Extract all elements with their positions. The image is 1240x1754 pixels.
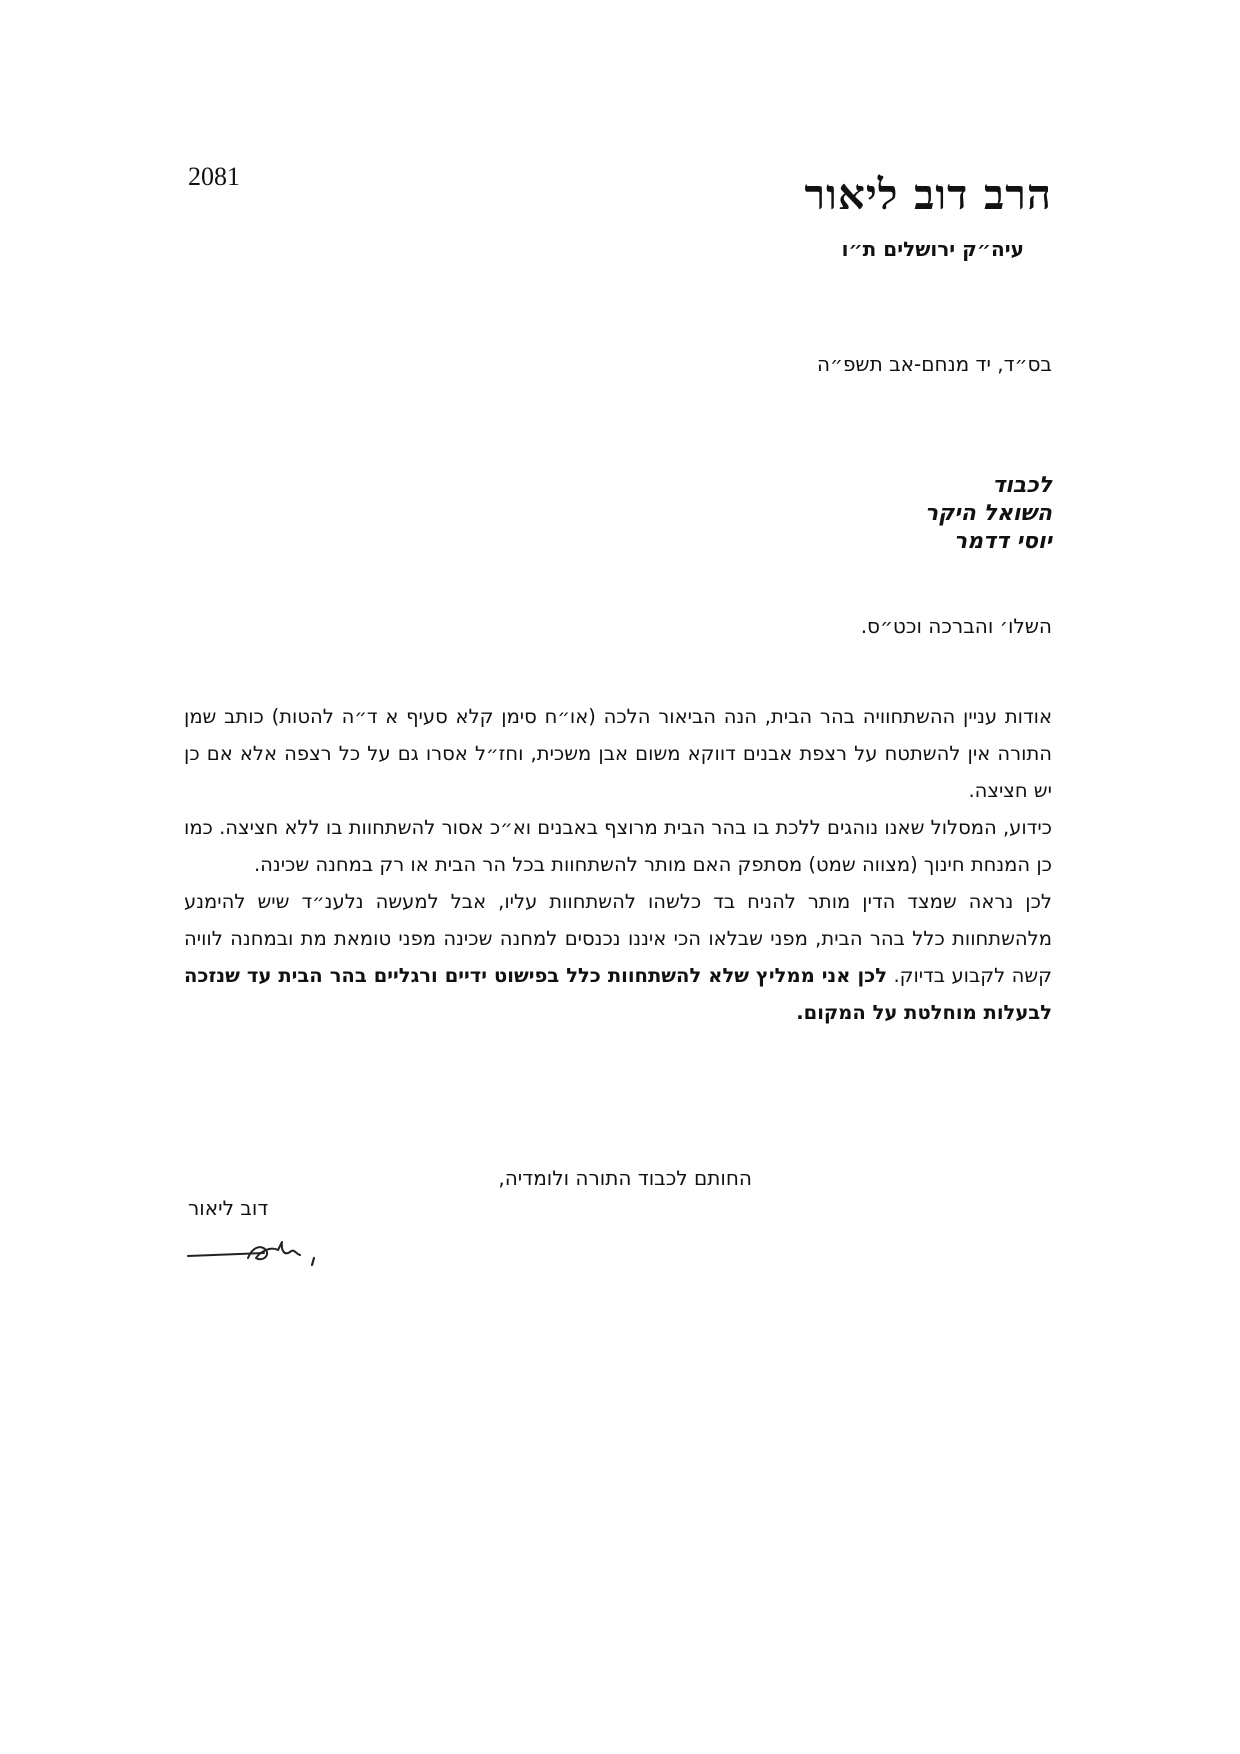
letterhead xyxy=(552,168,1052,264)
date-line: בס״ד, יד מנחם-אב תשפ״ה xyxy=(816,352,1052,376)
author-location: עיה״ק ירושלים ת״ו xyxy=(841,237,1024,261)
letter-body xyxy=(184,698,1052,1031)
body-paragraph-3-text: לכן נראה שמצד הדין מותר להניח בד כלשהו להשתחוות עליו, אבל למעשה נלענ״ד שיש להימנע מלהשתחוות כלל בהר הבית, מפני שבלאו הכי איננו נכנסים למחנה שכינה מפני טומאת מת ובמחנה לוויה קשה לקבוע בדיוק. xyxy=(184,890,1052,987)
author-name: הרב דוב ליאור xyxy=(804,170,1052,219)
recipient-block xyxy=(652,472,1052,556)
body-paragraph-3 xyxy=(184,883,1052,1031)
handwritten-signature xyxy=(186,1228,346,1278)
closing-line: החותם לכבוד התורה ולומדיה, xyxy=(498,1166,752,1190)
recipient-line-2: השואל היקר xyxy=(924,501,1052,526)
recipient-line-1: לכבוד xyxy=(992,473,1052,498)
document-number: 2081 xyxy=(188,162,240,191)
body-paragraph-1: אודות עניין ההשתחוויה בהר הבית, הנה הביאור הלכה (או״ח סימן קלא סעיף א ד״ה להטות) כותב שמן התורה אין להשתטח על רצפת אבנים דווקא משום אבן משכית, וחז״ל אסרו גם על כל רצפה אלא אם כן יש חציצה. xyxy=(184,705,1052,802)
body-paragraph-3-emphasis: לכן אני ממליץ שלא להשתחוות כלל בפישוט ידיים ורגליים בהר הבית עד שנזכה לבעלות מוחלטת על המקום. xyxy=(184,964,1052,1024)
recipient-line-3: יוסי דדמר xyxy=(953,529,1052,554)
signer-name: דוב ליאור xyxy=(188,1196,269,1220)
body-paragraph-2: כידוע, המסלול שאנו נוהגים ללכת בו בהר הבית מרוצף באבנים וא״כ אסור להשתחוות בו ללא חציצה. כמו כן המנחת חינוך (מצווה שמט) מסתפק האם מותר להשתחוות בכל הר הבית או רק במחנה שכינה. xyxy=(184,816,1052,876)
greeting: השלו׳ והברכה וכט״ס. xyxy=(860,614,1052,638)
